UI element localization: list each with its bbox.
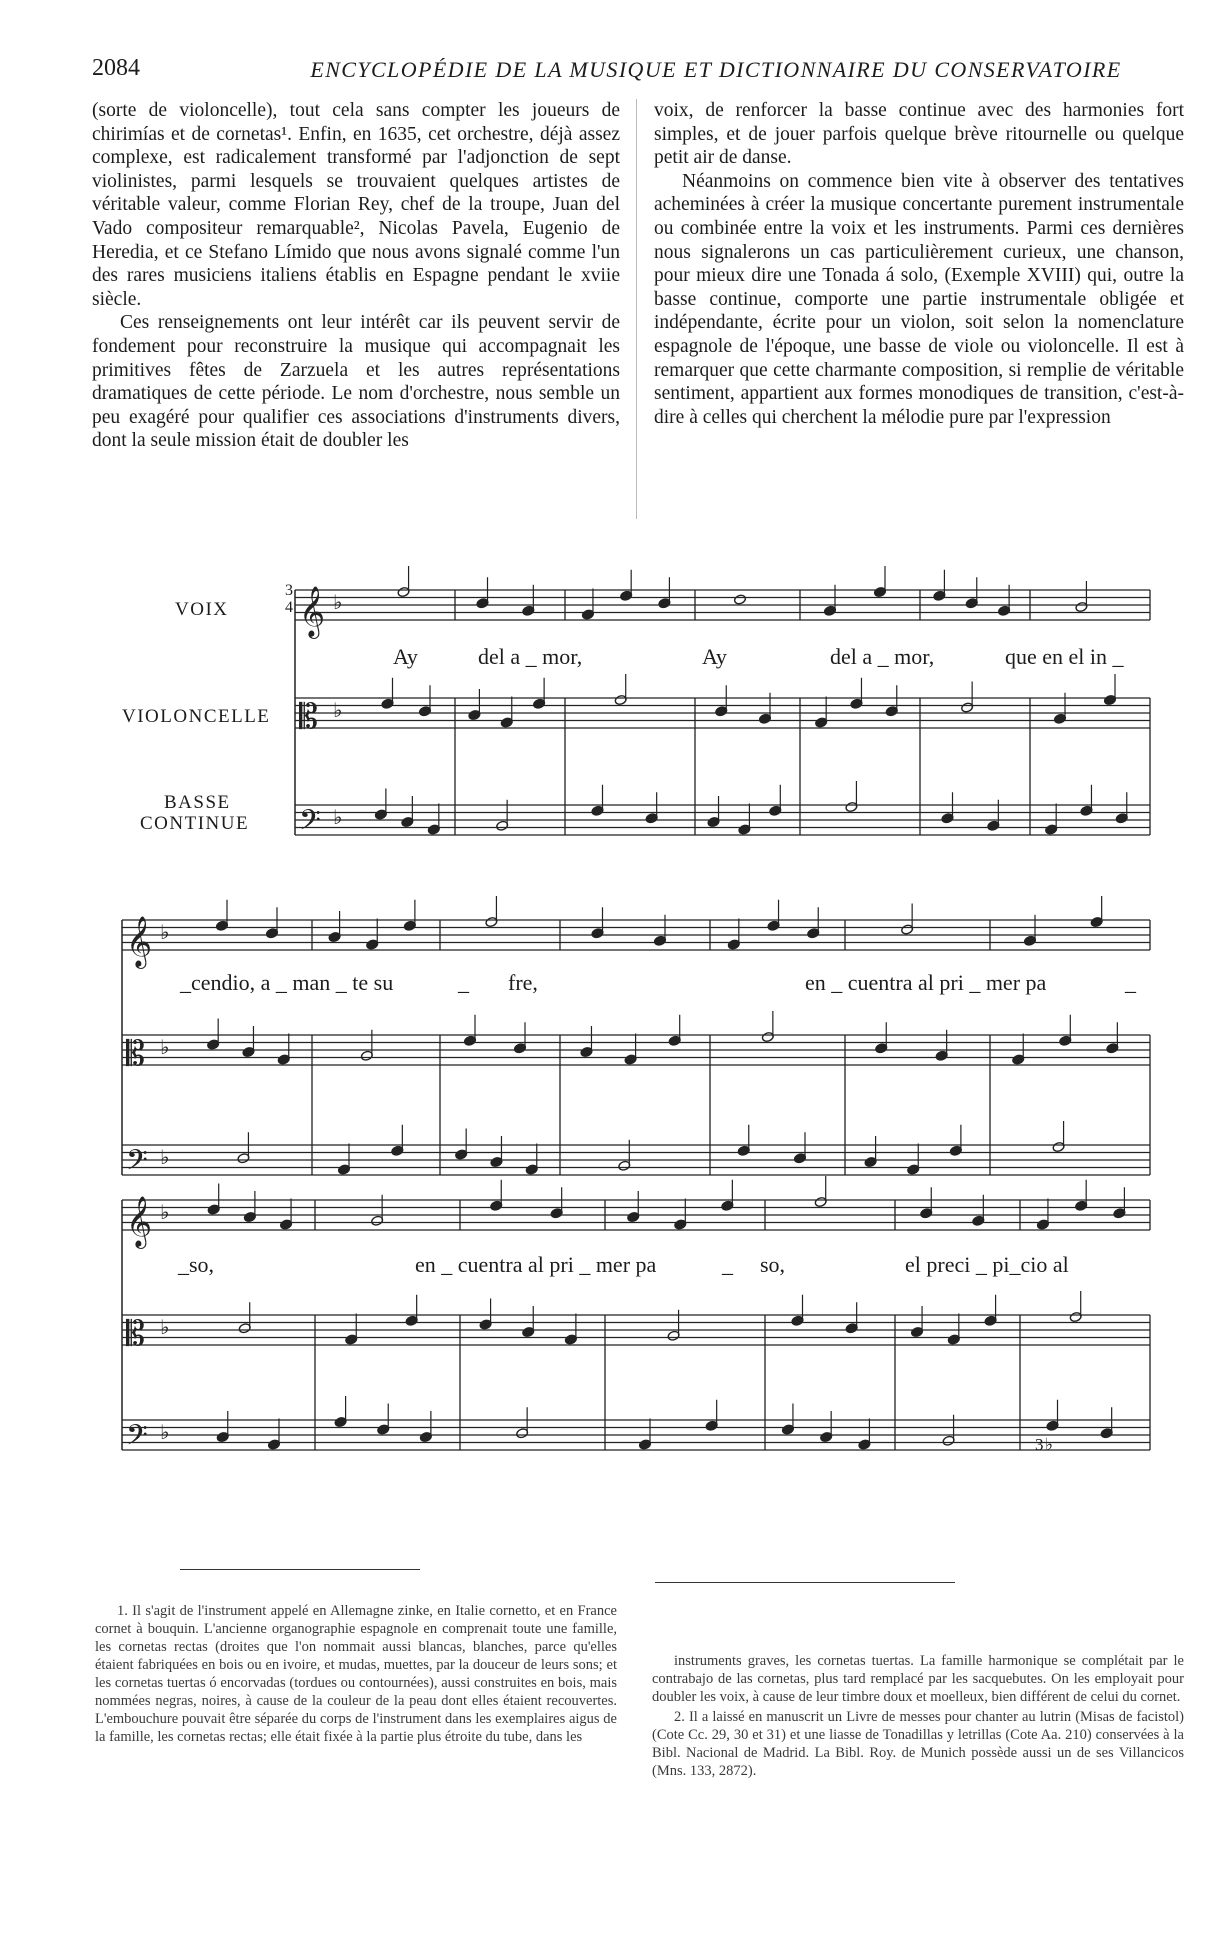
lyric: fre, — [508, 970, 538, 995]
footnotes-right — [652, 1652, 1184, 1780]
bass-clef-icon: 𝄢 — [299, 804, 321, 844]
music-score — [0, 560, 1217, 1520]
lyric: el preci _ pi_cio al — [905, 1252, 1069, 1277]
treble-clef-icon: 𝄞 — [299, 586, 326, 637]
key-flat-icon: ♭ — [160, 1035, 170, 1059]
lyric: _ — [458, 970, 469, 995]
footnotes-left — [95, 1602, 617, 1746]
key-flat-icon: ♭ — [160, 1315, 170, 1339]
treble-clef-icon: 𝄞 — [126, 916, 153, 967]
lyric: _ — [722, 1252, 733, 1277]
lyric: que en el in _ — [1005, 644, 1124, 669]
running-title: ENCYCLOPÉDIE DE LA MUSIQUE ET DICTIONNAIRE DU CONSERVATOIRE — [310, 57, 1122, 82]
note-head — [733, 594, 746, 605]
lyric: del a _ mor, — [830, 644, 935, 669]
lyric: _cendio, a _ man _ te su — [180, 970, 394, 995]
page-number: 2084 — [92, 55, 140, 81]
paragraph: Néanmoins on commence bien vite à observer des tentatives acheminées à créer la musique concertante purement instrumentale ou combinée entre la voix et les instruments. Parmi ces dernières nous signalerons un cas particulièrement curieux, une chanson, pour mieux dire une Tonada á solo, (Exemple XVIII) qui, outre la basse continue, comporte une partie instrumentale obligée et indépendante, écrite pour un violon, soit selon la nomenclature espagnole de l'époque, une basse de viole ou violoncelle. Il est à remarquer que cette charmante composition, si remplie de véritable sentiment, appartient aux formes monodiques de transition, c'est-à-dire à celles qui cherchent la mélodie pure par l'expression — [654, 170, 1184, 428]
page-header — [92, 55, 1190, 85]
label-voice: VOIX — [175, 599, 229, 620]
footnote: instruments graves, les cornetas tuertas. La famille harmonique se complétait par le contrabajo de las cornetas, plus tard remplacé par les sacquebutes. On les employait pour doubler les voix, à cause de leur timbre doux et moelleux, bien différent de celui du cornet. — [652, 1653, 1184, 1705]
treble-clef-icon: 𝄞 — [126, 1196, 153, 1247]
label-bass-1: BASSE — [164, 792, 231, 813]
music-example — [0, 560, 1217, 1520]
footnote: 1. Il s'agit de l'instrument appelé en Allemagne zinke, en Italie cornetto, et en France cornet à bouquin. L'ancienne organographie espagnole en comprenait toute une famille, les cornetas rectas (droites que l'on nommait aussi blancas, blanches, parce qu'elles étaient fabriquées en bois ou en ivoire, et mudas, muettes, par la douceur de leurs sons; et les cornetas tuertas ó encorvadas (tordues ou contournées), aussi construites en bois, mais nommées negras, noires, à cause de la couleur de la peau dont elles étaient recouvertes. L'embouchure pouvait être séparée du corps de l'instrument dans les exemplaires aigus de la famille, les cornetas rectas; elle était fixée à la partie plus étroite du tube, dans les — [95, 1603, 617, 1745]
footnote: 2. Il a laissé en manuscrit un Livre de messes pour chanter au lutrin (Misas de facistol) (Cote Cc. 29, 30 et 31) et une liasse de Tonadillas y letrillas (Cote Aa. 210) conservées à la Bibl. Nacional de Madrid. La Bibl. Roy. de Munich possède aussi un de ses Villancicos (Mns. 133, 2872). — [652, 1709, 1184, 1779]
lyrics-system-3 — [177, 1252, 1069, 1277]
lyric: Ay — [702, 644, 727, 669]
lyrics-system-2 — [179, 970, 1137, 995]
lyrics-system-1 — [393, 644, 1125, 669]
footnote-rule-left — [180, 1569, 420, 1570]
tenor-clef-icon: 𝄡 — [126, 1314, 145, 1354]
lyric: so, — [760, 1252, 786, 1277]
key-flat-icon: ♭ — [160, 1145, 170, 1169]
tenor-clef-icon: 𝄡 — [126, 1034, 145, 1074]
lyric: _ — [1125, 970, 1136, 995]
label-cello: VIOLONCELLE — [122, 706, 271, 727]
left-column — [92, 99, 620, 453]
bass-clef-icon: 𝄢 — [126, 1419, 148, 1459]
figured-bass: 3♭ — [1035, 1435, 1055, 1454]
lyric: en _ cuentra al pri _ mer pa — [805, 970, 1047, 995]
time-sig-num: 3 — [285, 582, 295, 599]
lyric: Ay — [393, 644, 418, 669]
time-sig-den: 4 — [285, 599, 295, 616]
footnote-rule-right — [655, 1582, 955, 1583]
label-bass-2: CONTINUE — [140, 813, 250, 834]
key-flat-icon: ♭ — [333, 805, 343, 829]
lyric: del a _ mor, — [478, 644, 583, 669]
paragraph: (sorte de violoncelle), tout cela sans compter les joueurs de chirimías et de cornetas¹. Enfin, en 1635, cet orchestre, déjà assez complexe, est radicalement transformé par l'adjonction de sept violinistes, parmi lesquels se trouvaient quelques artistes de véritable valeur, comme Florian Rey, chef de la troupe, Juan del Vado compositeur remarquable², Nicolas Pavela, Eugenio de Heredia, et ce Stefano Límido que nous avons signalé comme l'un des rares musiciens italiens établis en Espagne pendant le xviie siècle. — [92, 100, 620, 310]
column-divider — [636, 99, 637, 519]
key-flat-icon: ♭ — [160, 920, 170, 944]
key-flat-icon: ♭ — [333, 698, 343, 722]
tenor-clef-icon: 𝄡 — [299, 697, 318, 737]
right-column — [654, 99, 1184, 429]
bass-clef-icon: 𝄢 — [126, 1144, 148, 1184]
paragraph: Ces renseignements ont leur intérêt car ils peuvent servir de fondement pour reconstruire la musique qui accompagnait les primitives fêtes de Zarzuela et les autres représentations dramatiques de cette période. Le nom d'orchestre, nous semble un peu exagéré pour qualifier ces associations d'instruments divers, dont la seule mission était de doubler les — [92, 312, 620, 452]
key-flat-icon: ♭ — [333, 590, 343, 614]
key-flat-icon: ♭ — [160, 1200, 170, 1224]
paragraph: voix, de renforcer la basse continue avec des harmonies fort simples, et de jouer parfois quelque brève ritournelle ou quelque petit air de danse. — [654, 100, 1184, 169]
lyric: en _ cuentra al pri _ mer pa — [415, 1252, 657, 1277]
key-flat-icon: ♭ — [160, 1420, 170, 1444]
lyric: _so, — [178, 1252, 215, 1277]
